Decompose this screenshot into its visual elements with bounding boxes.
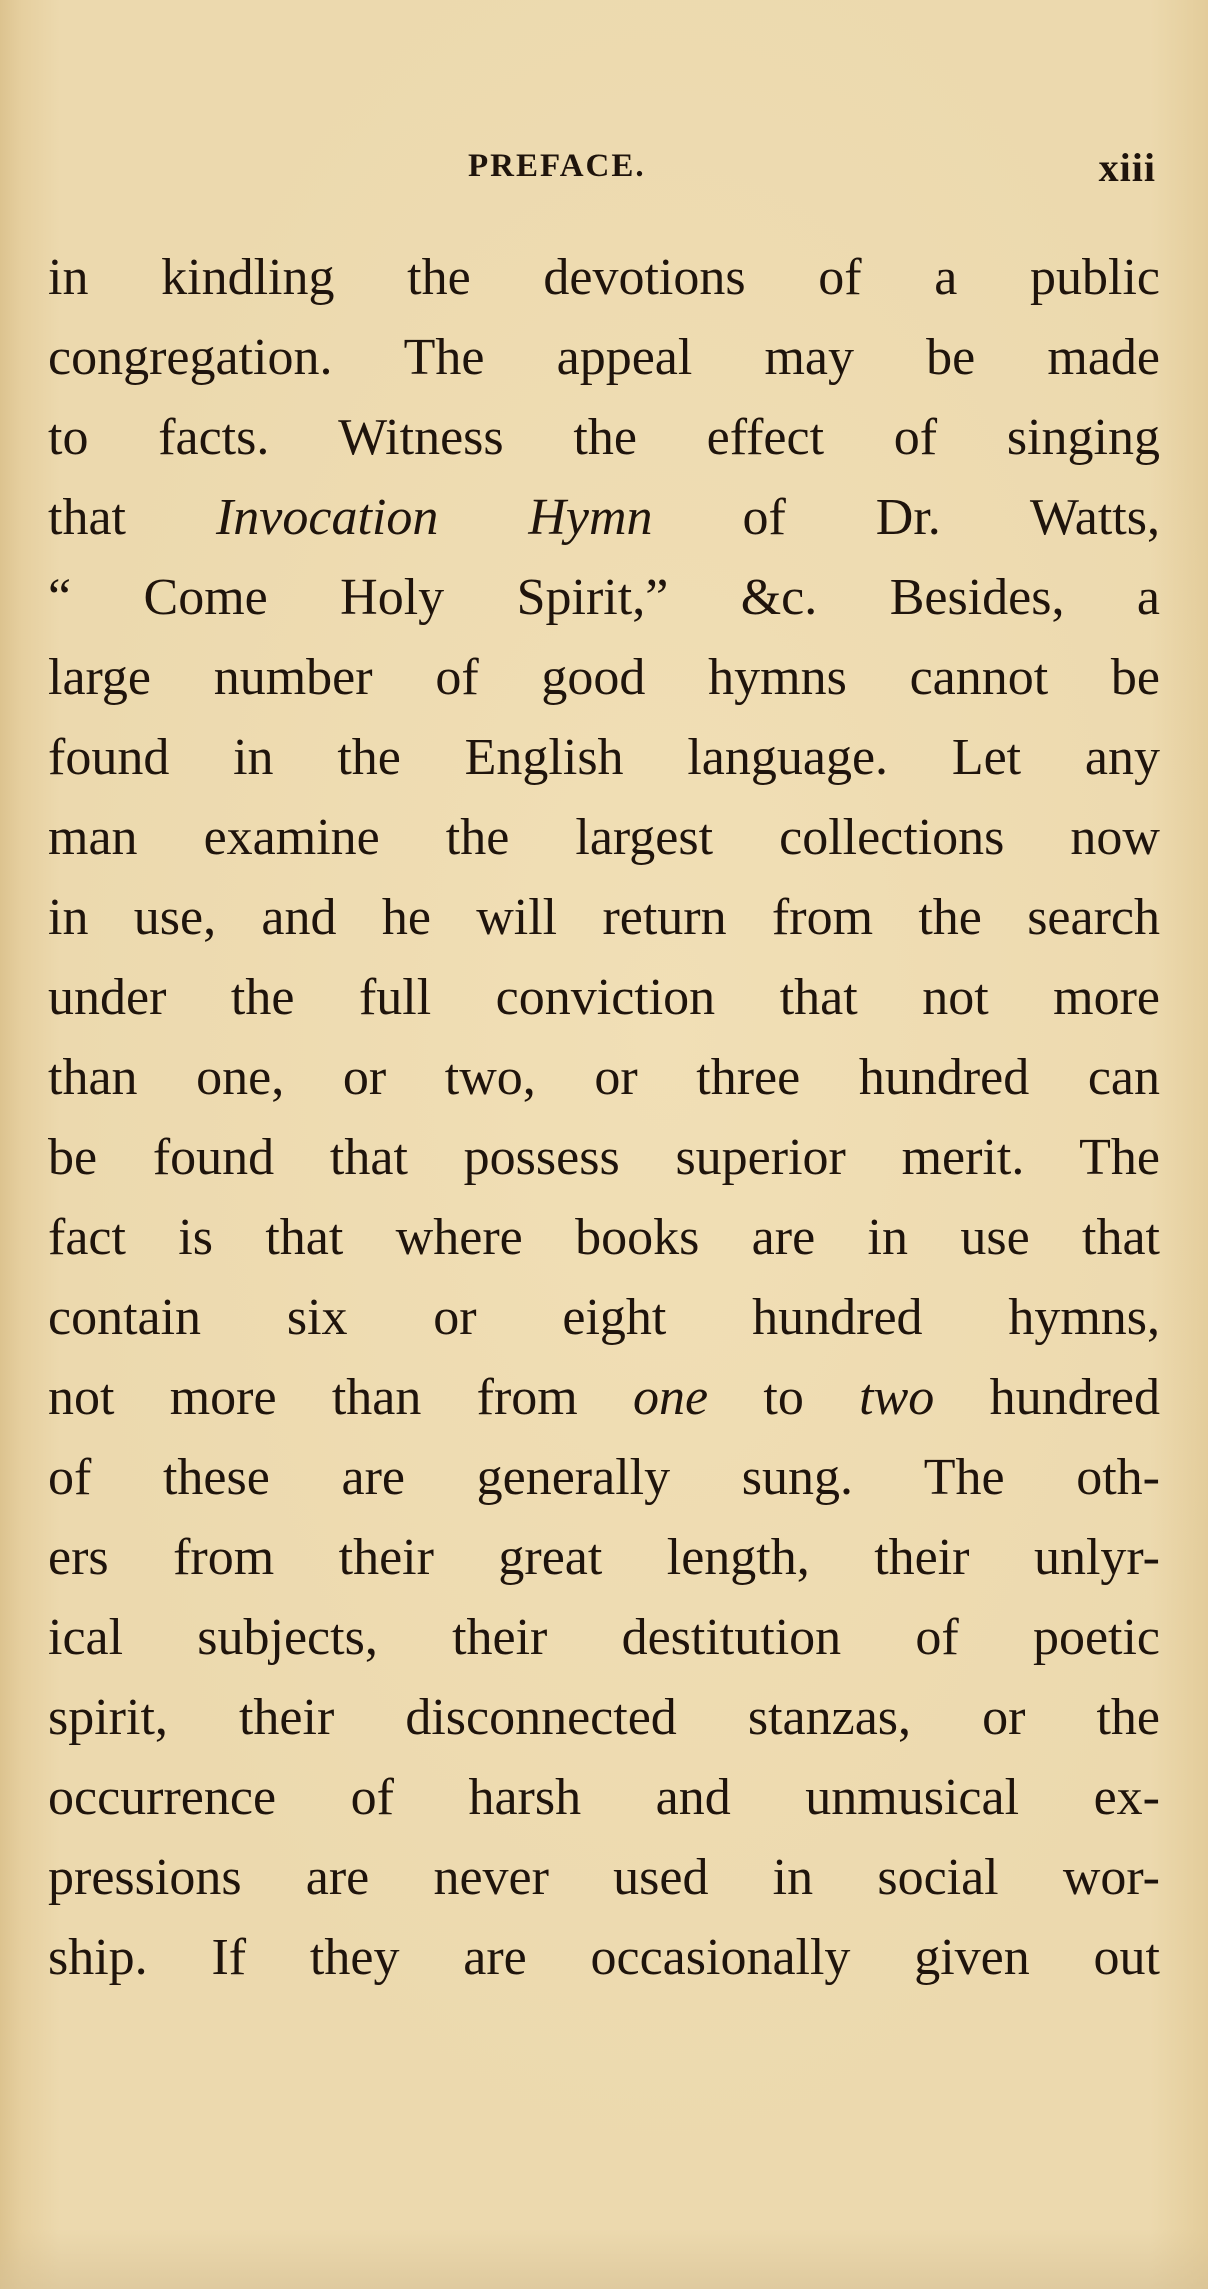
- text-segment: of Dr. Watts,: [652, 489, 1160, 546]
- text-segment: contain six or eight hundred hymns,: [48, 1289, 1160, 1346]
- text-segment: to facts. Witness the effect of singing: [48, 409, 1160, 466]
- text-segment: under the full conviction that not more: [48, 969, 1160, 1026]
- running-head: PREFACE.: [468, 148, 646, 184]
- text-segment: man examine the largest collections now: [48, 809, 1160, 866]
- text-line: [48, 558, 1160, 638]
- text-segment: in kindling the devotions of a public: [48, 249, 1160, 306]
- text-line: [48, 1038, 1160, 1118]
- text-segment: hundred: [934, 1369, 1160, 1426]
- text-segment: fact is that where books are in use that: [48, 1209, 1160, 1266]
- text-segment: not more than from: [48, 1369, 634, 1426]
- text-line: [48, 1278, 1160, 1358]
- italic-text: Invocation Hymn: [215, 489, 653, 546]
- text-line: [48, 1838, 1160, 1918]
- text-segment: large number of good hymns cannot be: [48, 649, 1160, 706]
- text-segment: “ Come Holy Spirit,” &c. Besides, a: [48, 569, 1160, 626]
- text-line: [48, 718, 1160, 798]
- italic-text: one: [633, 1369, 709, 1426]
- text-segment: ship. If they are occasionally given out: [48, 1929, 1160, 1986]
- text-segment: be found that possess superior merit. The: [48, 1129, 1160, 1186]
- text-segment: in use, and he will return from the search: [48, 889, 1160, 946]
- text-segment: ers from their great length, their unlyr-: [48, 1529, 1160, 1586]
- text-line: [48, 638, 1160, 718]
- text-line: [48, 1118, 1160, 1198]
- text-line: [48, 1598, 1160, 1678]
- text-segment: pressions are never used in social wor-: [48, 1849, 1160, 1906]
- text-line: [48, 318, 1160, 398]
- text-line: [48, 1758, 1160, 1838]
- text-segment: congregation. The appeal may be made: [48, 329, 1160, 386]
- text-segment: than one, or two, or three hundred can: [48, 1049, 1160, 1106]
- text-line: [48, 238, 1160, 318]
- text-line: [48, 1438, 1160, 1518]
- text-segment: ical subjects, their destitution of poetic: [48, 1609, 1160, 1666]
- page-bottom-edge: [0, 2229, 1208, 2289]
- text-line: [48, 398, 1160, 478]
- text-segment: to: [708, 1369, 860, 1426]
- text-line: [48, 1518, 1160, 1598]
- text-segment: of these are generally sung. The oth-: [48, 1449, 1160, 1506]
- text-segment: that: [48, 489, 216, 546]
- italic-text: two: [859, 1369, 935, 1426]
- page-number: xiii: [1098, 145, 1156, 190]
- body-text: [48, 238, 1160, 1998]
- text-line: [48, 1918, 1160, 1998]
- text-segment: found in the English language. Let any: [48, 729, 1160, 786]
- text-line: [48, 1678, 1160, 1758]
- text-line: [48, 478, 1160, 558]
- text-line: [48, 958, 1160, 1038]
- text-line: [48, 1358, 1160, 1438]
- text-segment: spirit, their disconnected stanzas, or the: [48, 1689, 1160, 1746]
- text-line: [48, 1198, 1160, 1278]
- text-line: [48, 878, 1160, 958]
- text-segment: occurrence of harsh and unmusical ex-: [48, 1769, 1160, 1826]
- page-header: [0, 145, 1208, 198]
- text-line: [48, 798, 1160, 878]
